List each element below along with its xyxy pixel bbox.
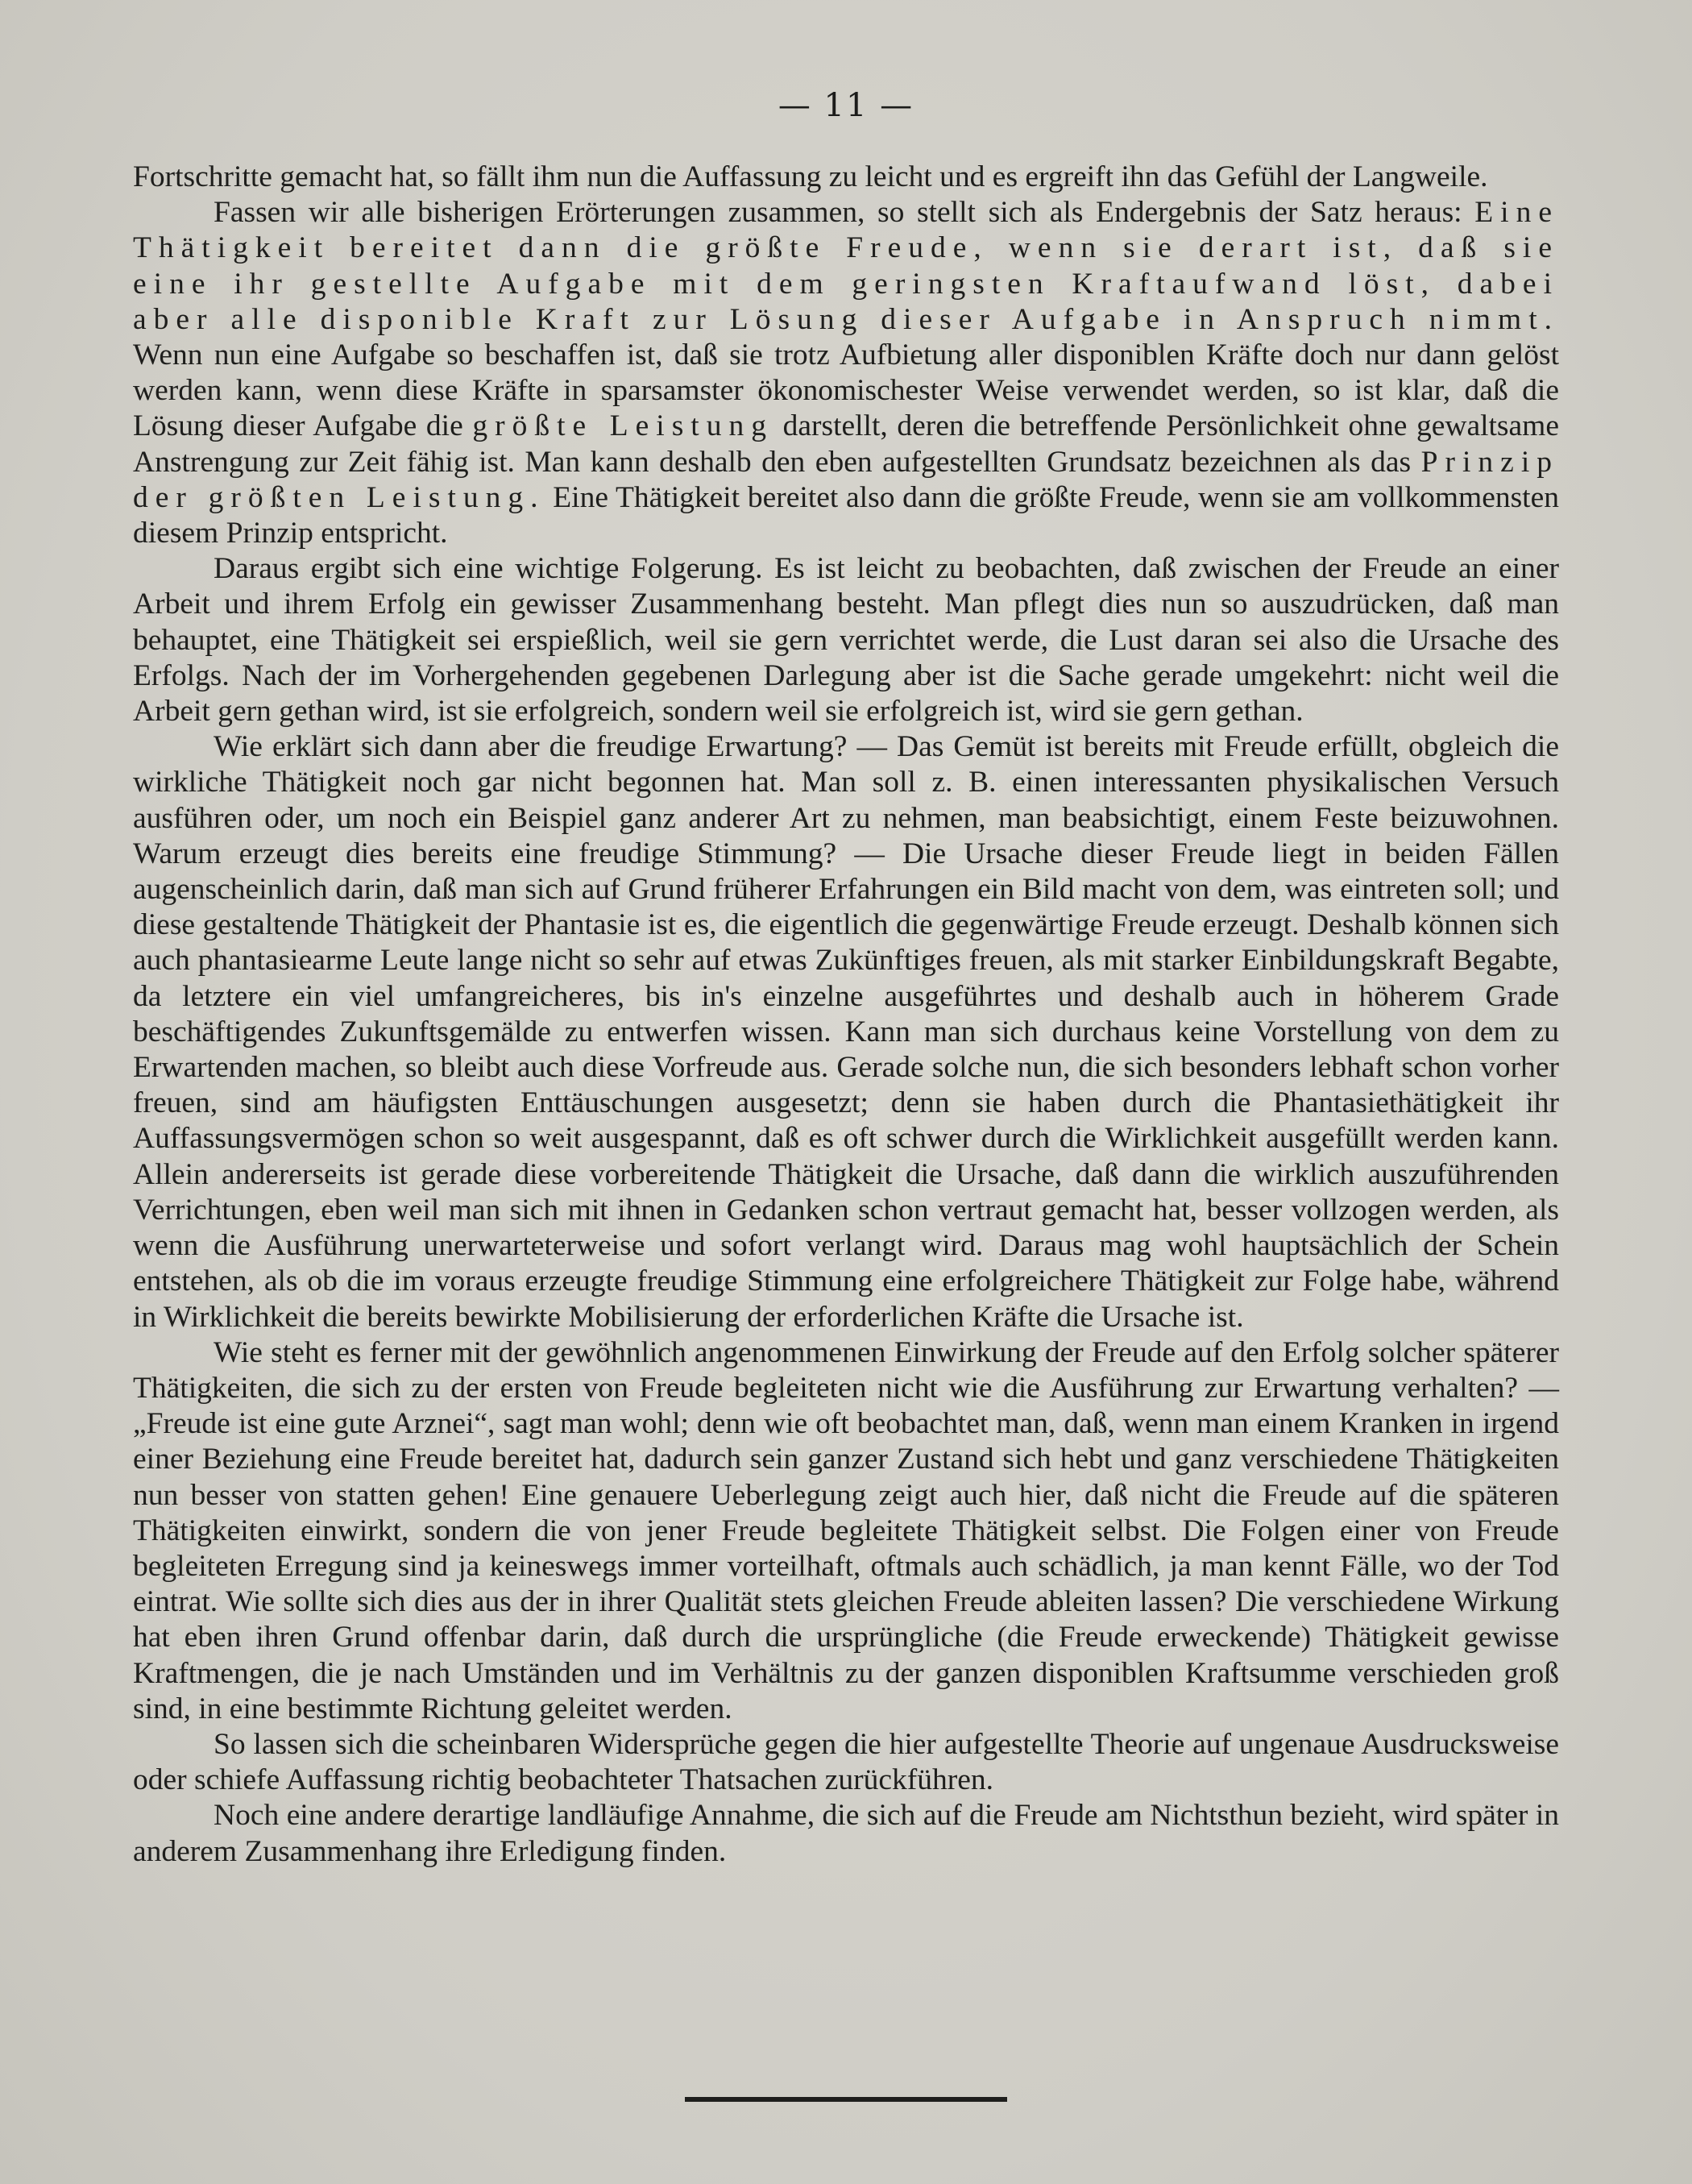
- end-rule-divider: [685, 2097, 1007, 2102]
- emphasized-text: Prinzip der größten Leistung.: [133, 445, 1559, 514]
- page-number: — 11 —: [778, 87, 914, 124]
- text-run: Wie erklärt sich dann aber die freudige Erwartung? — Das Gemüt ist bereits mit Freude erfüllt, obgleich die wirkliche Thätigkeit noch gar nicht begonnen hat. Man soll z. B. einen interessanten physikalischen Versuch ausführen oder, um noch ein Beispiel ganz anderer Art zu nehmen, man beabsichtigt, einem Feste beizuwohnen. Warum erzeugt dies bereits eine freudige Stimmung? — Die Ursache dieser Freude liegt in beiden Fällen augenscheinlich darin, daß man sich auf Grund früherer Erfahrungen ein Bild macht von dem, was eintreten soll; und diese gestaltende Thätigkeit der Phantasie ist es, die eigentlich die gegenwärtige Freude erzeugt. Deshalb können sich auch phantasiearme Leute lange nicht so sehr auf etwas Zukünftiges freuen, als mit starker Einbildungskraft Begabte, da letztere ein viel umfangreicheres, bis in's einzelne ausgeführtes und deshalb auch in höherem Grade beschäftigendes Zukunftsgemälde zu entwerfen wissen. Kann man sich durchaus keine Vorstellung von dem zu Erwartenden machen, so bleibt auch diese Vorfreude aus. Gerade solche nun, die sich besonders lebhaft schon vorher freuen, sind am häufigsten Enttäuschungen ausgesetzt; denn sie haben durch die Phantasiethätigkeit ihr Auffassungsvermögen schon so weit ausgespannt, daß es oft schwer durch die Wirklichkeit ausgefüllt werden kann. Allein andererseits ist gerade diese vorbereitende Thätigkeit die Ursache, daß dann die wirklich auszuführenden Verrichtungen, eben weil man sich mit ihnen in Gedanken schon vertraut gemacht hat, besser vollzogen werden, als wenn die Ausführung unerwarteterweise und sofort verlangt wird. Daraus mag wohl hauptsächlich der Schein entstehen, als ob die im voraus erzeugte freudige Stimmung eine erfolgreichere Thätigkeit zur Folge habe, während in Wirklichkeit die bereits bewirkte Mobilisierung der erforderlichen Kräfte die Ursache ist.: [133, 730, 1559, 1334]
- text-run: Fortschritte gemacht hat, so fällt ihm nun die Auffassung zu leicht und es ergreift ihn das Gefühl der Langweile.: [133, 160, 1488, 193]
- text-run: Fassen wir alle bisherigen Erörterungen zusammen, so stellt sich als Endergebnis der Satz heraus:: [214, 196, 1475, 230]
- paragraph: [133, 160, 1559, 195]
- emphasized-text: größte Leistung: [472, 409, 773, 443]
- text-run: Wenn nun eine Aufgabe so beschaffen ist, daß sie trotz Aufbietung aller disponiblen Kräfte doch nur dann gelöst werden kann, wenn diese Kräfte in sparsamster ökonomischester Weise verwendet werden, so ist klar, daß die Lösung dieser Aufgabe die: [133, 338, 1559, 443]
- text-run: Daraus ergibt sich eine wichtige Folgerung. Es ist leicht zu beobachten, daß zwischen der Freude an einer Arbeit und ihrem Erfolg ein gewisser Zusammenhang besteht. Man pflegt dies nun so auszudrücken, daß man behauptet, eine Thätigkeit sei erspießlich, weil sie gern verrichtet werde, die Lust daran sei also die Ursache des Erfolgs. Nach der im Vorhergehenden gegebenen Darlegung aber ist die Sache gerade umgekehrt: nicht weil die Arbeit gern gethan wird, ist sie erfolgreich, sondern weil sie erfolgreich ist, wird sie gern gethan.: [133, 552, 1559, 729]
- emphasized-text: Eine Thätigkeit bereitet dann die größte Freude, wenn sie derart ist, daß sie eine ihr gestellte Aufgabe mit dem geringsten Kraftaufwand löst, dabei aber alle disponible Kraft zur Lösung dieser Aufgabe in Anspruch nimmt.: [133, 196, 1559, 336]
- text-run: Noch eine andere derartige landläufige Annahme, die sich auf die Freude am Nichtsthun bezieht, wird später in anderem Zusammenhang ihre Erledigung finden.: [133, 1799, 1559, 1868]
- paragraph: [133, 195, 1559, 551]
- text-run: Eine Thätigkeit bereitet also dann die größte Freude, wenn sie am vollkommensten diesem Prinzip entspricht.: [133, 480, 1559, 550]
- paragraph: [133, 729, 1559, 1335]
- body-text: [133, 160, 1559, 1870]
- text-run: So lassen sich die scheinbaren Widersprüche gegen die hier aufgestellte Theorie auf ungenaue Ausdrucksweise oder schiefe Auffassung richtig beobachteter Thatsachen zurückführen.: [133, 1727, 1559, 1797]
- paragraph: [133, 1335, 1559, 1727]
- text-run: darstellt, deren die betreffende Persönlichkeit ohne gewaltsame Anstrengung zur Zeit fähig ist. Man kann deshalb den eben aufgestellten Grundsatz bezeichnen als das: [133, 409, 1559, 479]
- paragraph: [133, 551, 1559, 729]
- paragraph: [133, 1798, 1559, 1869]
- text-run: Wie steht es ferner mit der gewöhnlich angenommenen Einwirkung der Freude auf den Erfolg solcher späterer Thätigkeiten, die sich zu der ersten von Freude begleiteten nicht wie die Ausführung zur Erwartung verhalten? — „Freude ist eine gute Arznei“, sagt man wohl; denn wie oft beobachtet man, daß, wenn man einem Kranken in irgend einer Beziehung eine Freude bereitet hat, dadurch sein ganzer Zustand sich hebt und ganz verschiedene Thätigkeiten nun besser von statten gehen! Eine genauere Ueberlegung zeigt auch hier, daß nicht die Freude auf die späteren Thätigkeiten einwirkt, sondern die von jener Freude begleitete Thätigkeit selbst. Die Folgen einer von Freude begleiteten Erregung sind ja keineswegs immer vorteilhaft, oftmals auch schädlich, ja man kennt Fälle, wo der Tod eintrat. Wie sollte sich dies aus der in ihrer Qualität stets gleichen Freude ableiten lassen? Die verschiedene Wirkung hat eben ihren Grund offenbar darin, daß durch die ursprüngliche (die Freude erweckende) Thätigkeit gewisse Kraftmengen, die je nach Umständen und im Verhältnis zu der ganzen disponiblen Kraftsumme verschieden groß sind, in eine bestimmte Richtung geleitet werden.: [133, 1335, 1559, 1725]
- paragraph: [133, 1727, 1559, 1798]
